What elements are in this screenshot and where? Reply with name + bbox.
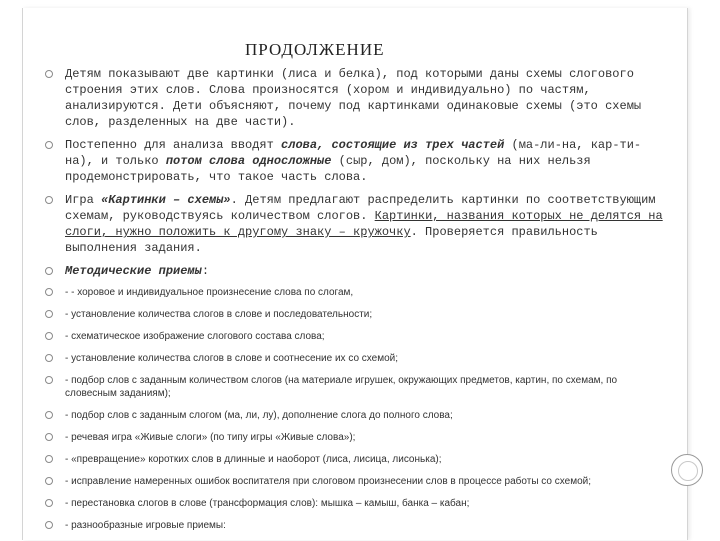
- method-item: [45, 374, 665, 400]
- method-item: [45, 497, 665, 510]
- bullet-icon: [45, 499, 53, 507]
- method-item: [45, 286, 665, 299]
- method-text: - речевая игра «Живые слоги» (по типу игры «Живые слова»);: [65, 432, 356, 443]
- bullet-icon: [45, 310, 53, 318]
- method-item: [45, 409, 665, 422]
- list-item: [45, 137, 665, 185]
- bullet-icon: [45, 455, 53, 463]
- method-item: [45, 352, 665, 365]
- bullet-icon: [45, 521, 53, 529]
- method-item: [45, 475, 665, 488]
- method-item: [45, 308, 665, 321]
- paragraph-text: Постепенно для анализа вводят: [65, 138, 282, 152]
- emphasis-text: потом слова односложные: [165, 154, 332, 168]
- paragraph-text: Детям показывают две картинки (лиса и белка), под которыми даны схемы слогового строения этих слов. Слова произносятся (хором и индивидуально) по частям, анализируются. Дети объясняют, почему под картинками одинаковые схемы (это схемы слов, разделенных на две части).: [65, 67, 642, 129]
- bullet-icon: [45, 411, 53, 419]
- paragraph-text: :: [201, 264, 210, 278]
- method-text: - «превращение» коротких слов в длинные и наоборот (лиса, лисица, лисонька);: [65, 454, 442, 465]
- bullet-icon: [45, 288, 53, 296]
- list-item: [45, 66, 665, 130]
- game-name: «Картинки – схемы»: [101, 193, 231, 207]
- list-item: [45, 192, 665, 256]
- method-text: - схематическое изображение слогового состава слова;: [65, 331, 325, 342]
- method-text: - подбор слов с заданным слогом (ма, ли, лу), дополнение слога до полного слова;: [65, 410, 453, 421]
- bullet-icon: [45, 196, 53, 204]
- method-item: [45, 330, 665, 343]
- emphasis-text: слова, состоящие из трех частей: [281, 138, 505, 152]
- bullet-icon: [45, 267, 53, 275]
- paragraph-text: (ма-ли-на, кар-ти-на), и только: [65, 138, 642, 168]
- method-item: [45, 431, 665, 444]
- paragraph-text: . Детям предлагают распределить картинки по соответствующим схемам, руководствуясь количеством слогов.: [65, 193, 656, 223]
- list-item: [45, 263, 665, 279]
- paragraph-text: . Проверяется правильность выполнения задания.: [65, 225, 598, 255]
- underlined-text: Картинки, названия которых не делятся на слоги, нужно положить к другому знаку – кружочку: [65, 209, 663, 239]
- method-text: - установление количества слогов в слове и последовательности;: [65, 309, 373, 320]
- method-text: - установление количества слогов в слове и соотнесение их со схемой;: [65, 353, 399, 364]
- bullet-icon: [45, 433, 53, 441]
- paragraph-text: Игра: [65, 193, 102, 207]
- ring-inner-icon: [678, 461, 698, 481]
- method-item: [45, 453, 665, 466]
- method-text: - исправление намеренных ошибок воспитателя при слоговом произнесении слов в процессе работы со схемой;: [65, 476, 591, 487]
- paragraph-text: (сыр, дом), поскольку на них нельзя продемонстрировать, что такое часть слова.: [65, 154, 591, 184]
- section-heading: Методические приемы: [65, 264, 202, 278]
- method-text: - перестановка слогов в слове (трансформация слов): мышка – камыш, банка – кабан;: [65, 498, 470, 509]
- method-text: - - хоровое и индивидуальное произнесение слова по слогам,: [65, 287, 354, 298]
- bullet-icon: [45, 376, 53, 384]
- method-item: [45, 519, 665, 532]
- bullet-icon: [45, 141, 53, 149]
- bullet-icon: [45, 477, 53, 485]
- method-text: - подбор слов с заданным количеством слогов (на материале игрушек, окружающих предметов, картин, по схемам, по словесным заданиям);: [65, 375, 618, 399]
- slide-title: ПРОДОЛЖЕНИЕ: [245, 40, 385, 59]
- bullet-list: [45, 66, 665, 541]
- bullet-icon: [45, 70, 53, 78]
- method-text: - разнообразные игровые приемы:: [65, 520, 226, 531]
- bullet-icon: [45, 354, 53, 362]
- bullet-icon: [45, 332, 53, 340]
